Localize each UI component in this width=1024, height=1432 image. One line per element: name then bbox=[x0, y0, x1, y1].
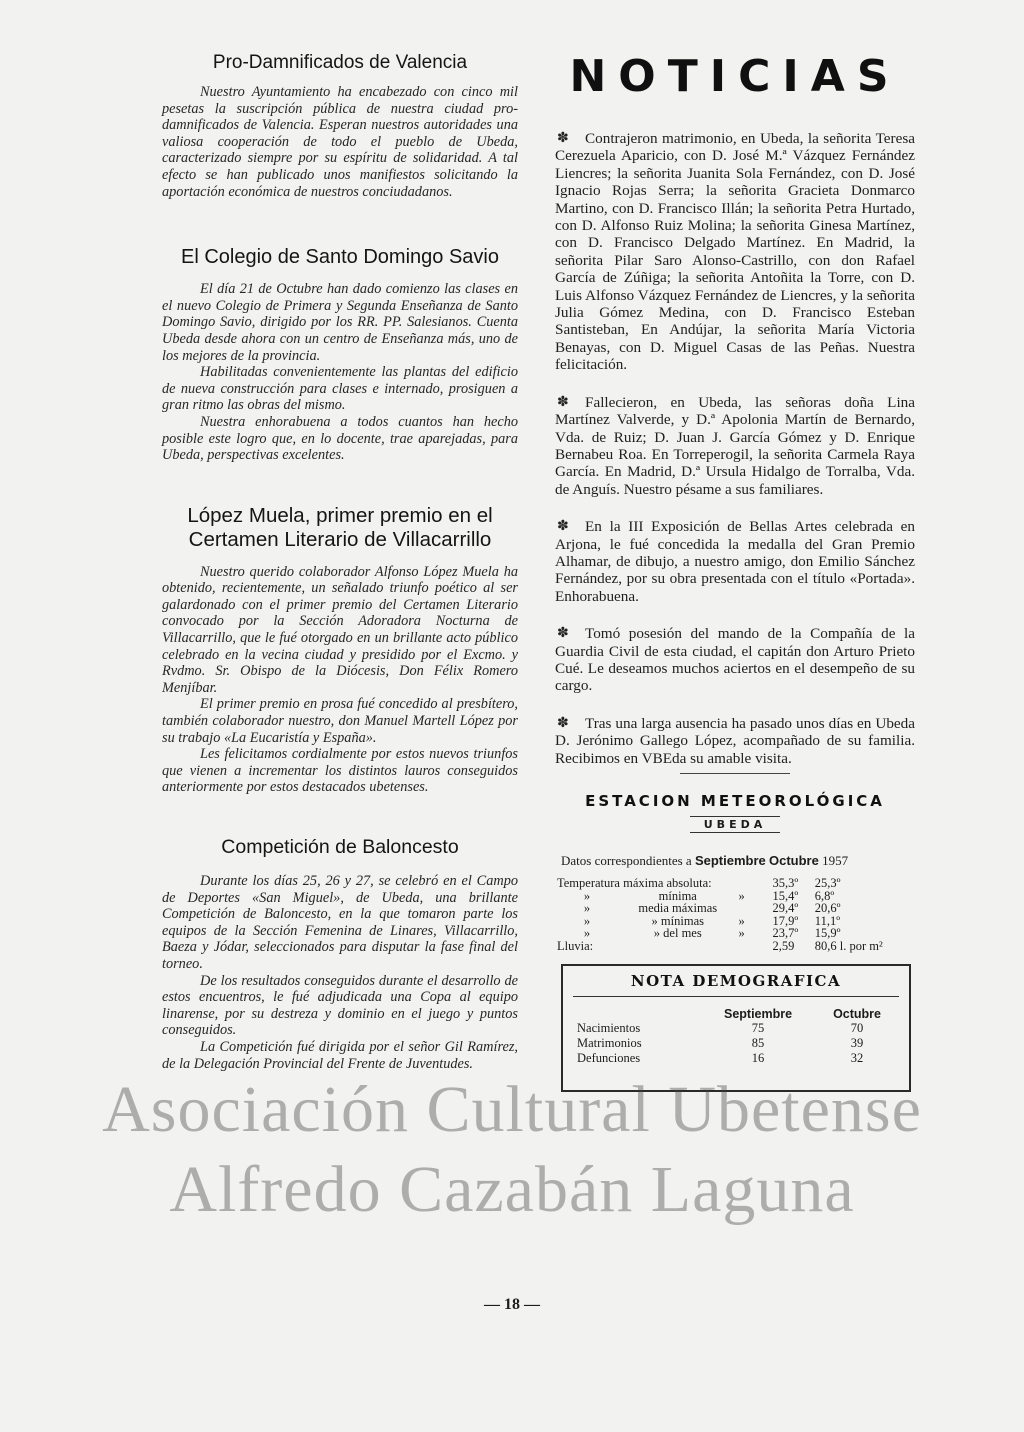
news-text: Contrajeron matrimonio, en Ubeda, la señorita Teresa Cerezuela Aparicio, con D. José M.ª Vázquez Fernández Liencres; la señorita Juanita Sola Fernández, con D. José Ignacio Rojas Serra; la señorita Gracieta Donmarco Martino, con D. Francisco Illán; la señorita Petra Hurtado, con D. Alfonso Ruiz Molina; la señorita Ginesa Martínez, con D. Francisco Delgado Martínez. En Madrid, la señorita Pilar Saro Alonso-Castrillo, con don Rafael García de Zúñiga; la señorita Antoñita la Torre, con D. Luis Alfonso Vázquez Fernández de Liencres, y la señorita Julia Gómez Medina, con D. Francisco Esteban Santisteban, En Andújar, la señorita María Victoria Benayas, con D. Miguel Casas de las Peñas. Nuestra felicitación. bbox=[555, 130, 915, 374]
column-header: Octubre bbox=[833, 1007, 882, 1021]
meteo-value: 2,59 bbox=[772, 938, 795, 953]
ditto-mark bbox=[737, 902, 771, 915]
table-row bbox=[573, 1051, 899, 1066]
table-row bbox=[555, 915, 915, 928]
meteo-table bbox=[555, 877, 915, 952]
article-paragraph: El primer premio en prosa fué concedido al presbítero, también colaborador nuestro, don Manuel Martell López por su trabajo «La Eucaristía y España». bbox=[162, 696, 518, 746]
news-text: Fallecieron, en Ubeda, las señoras doña Lina Martínez Valverde, y D.ª Apolonia Martín de Bernardo, Vda. de Ruiz; D. Juan J. García Gómez y D. Enrique Bernabeu Roa. En Torreperogil, la señorita Carmela Raya García. En Madrid, D.ª Ursula Hidalgo de Torralba, Vda. de Anguís. Nuestro pésame a sus familiares. bbox=[555, 393, 915, 498]
table-row bbox=[573, 1021, 899, 1036]
meteo-value: 11,1º bbox=[814, 913, 841, 928]
article-paragraph: Nuestro Ayuntamiento ha encabezado con cinco mil pesetas la suscripción pública de nuestra ciudad pro-damnificados de Valencia. Esperan nuestros autoridades una valiosa cooperación de todo el pueblo de Ubeda, caracterizado siempre por su espíritu de solidaridad. A tal efecto se han publicado unos manifiestos solicitando la aportación económica de nuestros conciudadanos. bbox=[162, 84, 518, 200]
ditto-mark: » bbox=[738, 888, 745, 903]
cell-value: 39 bbox=[850, 1036, 864, 1050]
table-row bbox=[573, 1036, 899, 1051]
meteo-place: UBEDA bbox=[690, 816, 780, 833]
article-title: Competición de Baloncesto bbox=[221, 836, 459, 858]
table-row bbox=[555, 902, 915, 915]
meteo-label: Temperatura máxima absoluta: bbox=[557, 876, 712, 890]
ditto-mark: » bbox=[738, 926, 745, 940]
watermark-line: Alfredo Cazabán Laguna bbox=[169, 1153, 855, 1226]
row-label: Nacimientos bbox=[577, 1021, 641, 1035]
article-colegio bbox=[162, 246, 518, 464]
article-paragraph: Durante los días 25, 26 y 27, se celebró en el Campo de Deportes «San Miguel», de Ubeda, una brillante Competición de Baloncesto, en la que tomaron parte los equipos de la Sección Femenina de Linares, Villacarrillo, Baeza y Jódar, seleccionados para disputar la fase final del torneo. bbox=[162, 873, 518, 972]
meteo-title: ESTACION METEOROLÓGICA bbox=[585, 792, 885, 810]
meteo-station bbox=[555, 792, 915, 952]
row-label: Matrimonios bbox=[577, 1036, 642, 1050]
ditto-mark: » bbox=[583, 926, 591, 940]
news-item-matrimonios bbox=[555, 130, 915, 374]
ditto-mark: » bbox=[738, 913, 745, 928]
asterisk-icon: ✽ bbox=[557, 715, 569, 731]
table-row bbox=[555, 940, 915, 953]
rain-unit: l. por m² bbox=[839, 938, 883, 953]
asterisk-icon: ✽ bbox=[557, 626, 569, 642]
news-item-visita bbox=[555, 715, 915, 767]
table-header-row bbox=[573, 1007, 899, 1021]
meteo-value: 25,3º bbox=[814, 876, 841, 890]
meteo-label: » mínimas bbox=[651, 913, 704, 928]
cell-value: 32 bbox=[850, 1051, 864, 1065]
article-title: López Muela, primer premio en el Certamen Literario de Villacarrillo bbox=[187, 503, 493, 551]
article-title: El Colegio de Santo Domingo Savio bbox=[181, 246, 499, 269]
meteo-value: 15,4º bbox=[772, 888, 799, 903]
meteo-value: 23,7º bbox=[772, 926, 799, 940]
meteo-label: mínima bbox=[658, 888, 697, 903]
article-paragraph: Habilitadas convenientemente las plantas del edificio de nueva construcción para clases e internado, prosiguen a gran ritmo las obras del mismo. bbox=[162, 364, 518, 414]
section-divider bbox=[680, 773, 790, 774]
meteo-label: Lluvia: bbox=[557, 938, 594, 953]
meteo-label: » del mes bbox=[653, 926, 702, 940]
watermark-line: Asociación Cultural Ubetense bbox=[102, 1073, 922, 1146]
article-paragraph: La Competición fué dirigida por el señor Gil Ramírez, de la Delegación Provincial del Frente de Juventudes. bbox=[162, 1038, 518, 1072]
meteo-value: 6,8º bbox=[814, 888, 835, 903]
news-item-guardia-civil bbox=[555, 625, 915, 695]
news-text: Tomó posesión del mando de la Compañía de la Guardia Civil de esta ciudad, el capitán don Arturo Prieto Cué. Le deseamos muchos aciertos en el desempeño de su cargo. bbox=[555, 625, 915, 695]
article-paragraph: Nuestro querido colaborador Alfonso López Muela ha obtenido, recientemente, un señalado triunfo poético al ser galardonado con el primer premio del Certamen Literario convocado por la Sección Adoradora Nocturna de Villacarrillo, que le fué otorgado en un brillante acto público celebrado en la vecina ciudad y presidido por el Excmo. y Rvdmo. Sr. Obispo de la Diócesis, Don Félix Romero Menjíbar. bbox=[162, 563, 518, 696]
demographic-title: NOTA DEMOGRAFICA bbox=[630, 972, 842, 990]
table-row bbox=[555, 877, 915, 890]
article-valencia bbox=[162, 52, 518, 200]
asterisk-icon: ✽ bbox=[557, 394, 569, 410]
meteo-header-prefix: Datos correspondientes a bbox=[561, 853, 692, 868]
row-label: Defunciones bbox=[577, 1051, 641, 1065]
demographic-table bbox=[573, 1007, 899, 1066]
article-paragraph: Nuestra enhorabuena a todos cuantos han hecho posible este logro que, en lo docente, trae aparejadas, para Ubeda, perspectivas excelentes. bbox=[162, 413, 518, 464]
left-column bbox=[162, 52, 518, 1072]
news-text: Tras una larga ausencia ha pasado unos días en Ubeda D. Jerónimo Gallego López, acompañado de su familia. Recibimos en VBEda su amable visita. bbox=[555, 714, 915, 767]
meteo-label: media máximas bbox=[638, 901, 718, 915]
article-title: Pro-Damnificados de Valencia bbox=[212, 52, 468, 73]
cell-value: 75 bbox=[751, 1021, 765, 1035]
right-column bbox=[555, 52, 915, 1092]
rain-value: 80,6 bbox=[814, 938, 837, 953]
demographic-box bbox=[561, 964, 911, 1092]
meteo-month-2: Octubre bbox=[769, 853, 819, 868]
news-item-fallecimientos bbox=[555, 394, 915, 498]
ditto-mark: » bbox=[583, 913, 591, 928]
column-header: Septiembre bbox=[724, 1007, 793, 1021]
meteo-value: 17,9º bbox=[772, 913, 799, 928]
meteo-value: 35,3º bbox=[772, 876, 799, 890]
news-text: En la III Exposición de Bellas Artes celebrada en Arjona, le fué concedida la medalla del Gran Premio Alhamar, de dibujo, a nuestro amigo, don Emilio Sánchez Fernández, por su obra presentada con el título «Portada». Enhorabuena. bbox=[555, 518, 915, 605]
page-number: — 18 — bbox=[484, 1296, 540, 1313]
meteo-month-1: Septiembre bbox=[694, 853, 766, 868]
meteo-value: 15,9º bbox=[814, 926, 841, 940]
table-row bbox=[555, 890, 915, 903]
article-paragraph: De los resultados conseguidos durante el desarrollo de estos encuentros, le fué adjudicada una Copa al equipo linarense, por su destreza y dominio en el juego y puntos conseguidos. bbox=[162, 972, 518, 1039]
divider bbox=[573, 996, 899, 997]
article-baloncesto bbox=[162, 836, 518, 1072]
asterisk-icon: ✽ bbox=[557, 519, 569, 535]
meteo-value bbox=[813, 940, 915, 953]
meteo-value: 29,4º bbox=[772, 901, 799, 915]
cell-value: 85 bbox=[751, 1036, 765, 1050]
article-paragraph: Les felicitamos cordialmente por estos nuevos triunfos que vienen a incrementar los distintos lauros conseguidos anteriormente por estos destacados ubetenses. bbox=[162, 746, 518, 796]
ditto-mark: » bbox=[583, 888, 591, 903]
cell-value: 16 bbox=[751, 1051, 765, 1065]
cell-value: 70 bbox=[850, 1021, 864, 1035]
noticias-title: NOTICIAS bbox=[569, 51, 901, 102]
asterisk-icon: ✽ bbox=[557, 131, 569, 146]
meteo-year: 1957 bbox=[822, 853, 849, 868]
article-lopez-muela bbox=[162, 504, 518, 796]
article-paragraph: El día 21 de Octubre han dado comienzo las clases en el nuevo Colegio de Primera y Segunda Enseñanza de Santo Domingo Savio, dirigido por los RR. PP. Salesianos. Cuenta Ubeda desde ahora con un centro de Enseñanza más, uno de los mejores de la provincia. bbox=[162, 281, 518, 364]
meteo-header bbox=[561, 853, 915, 869]
news-item-exposicion bbox=[555, 518, 915, 605]
meteo-value: 20,6º bbox=[814, 901, 841, 915]
ditto-mark: » bbox=[583, 901, 591, 915]
